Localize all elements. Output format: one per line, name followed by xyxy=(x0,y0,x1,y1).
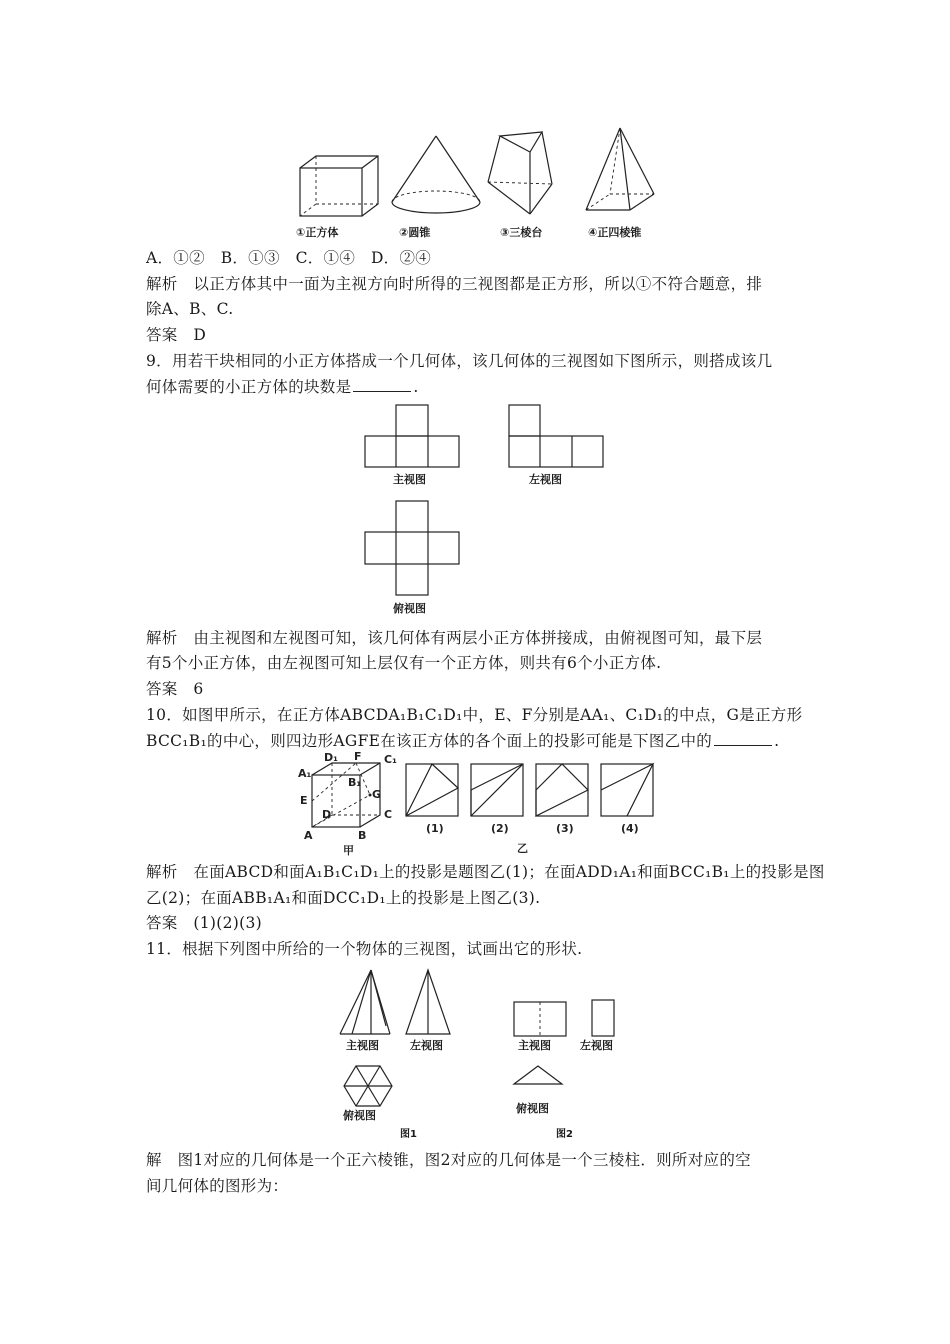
q8-options: A．①② B．①③ C．①④ D．②④ xyxy=(146,249,432,267)
caption-jia: 甲 xyxy=(343,844,354,857)
cube-solid xyxy=(300,156,378,216)
projection-option-3 xyxy=(536,764,588,835)
q10-question-line2: BCC₁B₁的中心，则四边形AGFE在该正方体的各个面上的投影可能是下图乙中的 . xyxy=(146,732,780,750)
label-c: C xyxy=(384,808,393,821)
caption-frustum: ③三棱台 xyxy=(500,226,543,239)
label-d1: D₁ xyxy=(324,751,338,764)
label-d: D xyxy=(322,808,332,821)
fig2-top-caption: 俯视图 xyxy=(516,1102,549,1115)
answer-blank xyxy=(714,745,772,746)
answer-blank xyxy=(353,391,411,392)
cube-figure-jia xyxy=(298,750,398,857)
q9-question-line2: 何体需要的小正方体的块数是 . xyxy=(146,378,419,396)
fig2-front-caption: 主视图 xyxy=(518,1039,551,1052)
q8-analysis-line2: 除A、B、C. xyxy=(146,300,234,318)
label-e: E xyxy=(300,794,308,807)
fig2-caption: 图2 xyxy=(556,1129,573,1140)
fig2-side-caption: 左视图 xyxy=(580,1039,613,1052)
caption-top-view: 俯视图 xyxy=(393,602,426,615)
fig1-side-caption: 左视图 xyxy=(410,1039,443,1052)
q9-analysis-line2: 有5个小正方体，由左视图可知上层仅有一个正方体，则共有6个小正方体. xyxy=(146,654,662,672)
projection-option-4 xyxy=(601,764,653,835)
q10-answer: 答案 (1)(2)(3) xyxy=(146,914,262,932)
q9-front-view xyxy=(364,404,460,468)
q8-analysis-line1: 解析 以正方体其中一面为主视方向时所得的三视图都是正方形，所以①不符合题意，排 xyxy=(146,275,763,293)
projection-option-1 xyxy=(406,764,458,835)
caption-pyramid: ④正四棱锥 xyxy=(588,226,642,239)
label-f: F xyxy=(354,750,362,763)
q10-question-line1: 10．如图甲所示，在正方体ABCDA₁B₁C₁D₁中，E、F分别是AA₁、C₁D₁的中点，G是正方形 xyxy=(146,706,803,724)
option-label-3: (3) xyxy=(556,822,574,835)
label-c1: C₁ xyxy=(384,753,397,766)
label-b: B xyxy=(358,829,367,842)
projection-options-yi xyxy=(404,762,664,854)
label-a1: A₁ xyxy=(298,767,312,780)
caption-cube: ①正方体 xyxy=(296,226,339,239)
label-g: G xyxy=(372,788,382,801)
q10-analysis-line2: 乙(2)；在面ABB₁A₁和面DCC₁D₁上的投影是上图乙(3). xyxy=(146,889,541,907)
q9-question-line1: 9．用若干块相同的小正方体搭成一个几何体，该几何体的三视图如下图所示，则搭成该几 xyxy=(146,352,773,370)
q9-side-view xyxy=(508,404,604,468)
q11-solution-line1: 解 图1对应的几何体是一个正六棱锥，图2对应的几何体是一个三棱柱．则所对应的空 xyxy=(146,1151,751,1169)
q11-question: 11．根据下列图中所给的一个物体的三视图，试画出它的形状. xyxy=(146,940,583,958)
q9-analysis-line1: 解析 由主视图和左视图可知，该几何体有两层小正方体拼接成，由俯视图可知，最下层 xyxy=(146,629,763,647)
q10-analysis-line1: 解析 在面ABCD和面A₁B₁C₁D₁上的投影是题图乙(1)；在面ADD₁A₁和面BCC₁B₁上的投影是图 xyxy=(146,863,825,881)
caption-side-view: 左视图 xyxy=(529,473,562,486)
cone-solid xyxy=(392,136,480,213)
triangular-frustum-solid xyxy=(488,132,552,214)
q9-answer: 答案 6 xyxy=(146,680,204,698)
fig1-caption: 图1 xyxy=(400,1129,417,1140)
fig1-top-caption: 俯视图 xyxy=(343,1109,376,1122)
fig1-front-caption: 主视图 xyxy=(346,1039,379,1052)
q8-answer: 答案 D xyxy=(146,326,207,344)
option-label-4: (4) xyxy=(621,822,639,835)
option-label-2: (2) xyxy=(491,822,509,835)
caption-cone: ②圆锥 xyxy=(399,226,431,239)
square-pyramid-solid xyxy=(586,128,654,210)
projection-option-2 xyxy=(471,764,523,835)
label-a: A xyxy=(304,829,313,842)
q11-solution-line2: 间几何体的图形为： xyxy=(146,1177,289,1195)
label-b1: B₁ xyxy=(348,776,362,789)
q9-top-view xyxy=(364,500,460,596)
option-label-1: (1) xyxy=(426,822,444,835)
caption-yi: 乙 xyxy=(517,842,528,855)
caption-front-view: 主视图 xyxy=(393,473,426,486)
